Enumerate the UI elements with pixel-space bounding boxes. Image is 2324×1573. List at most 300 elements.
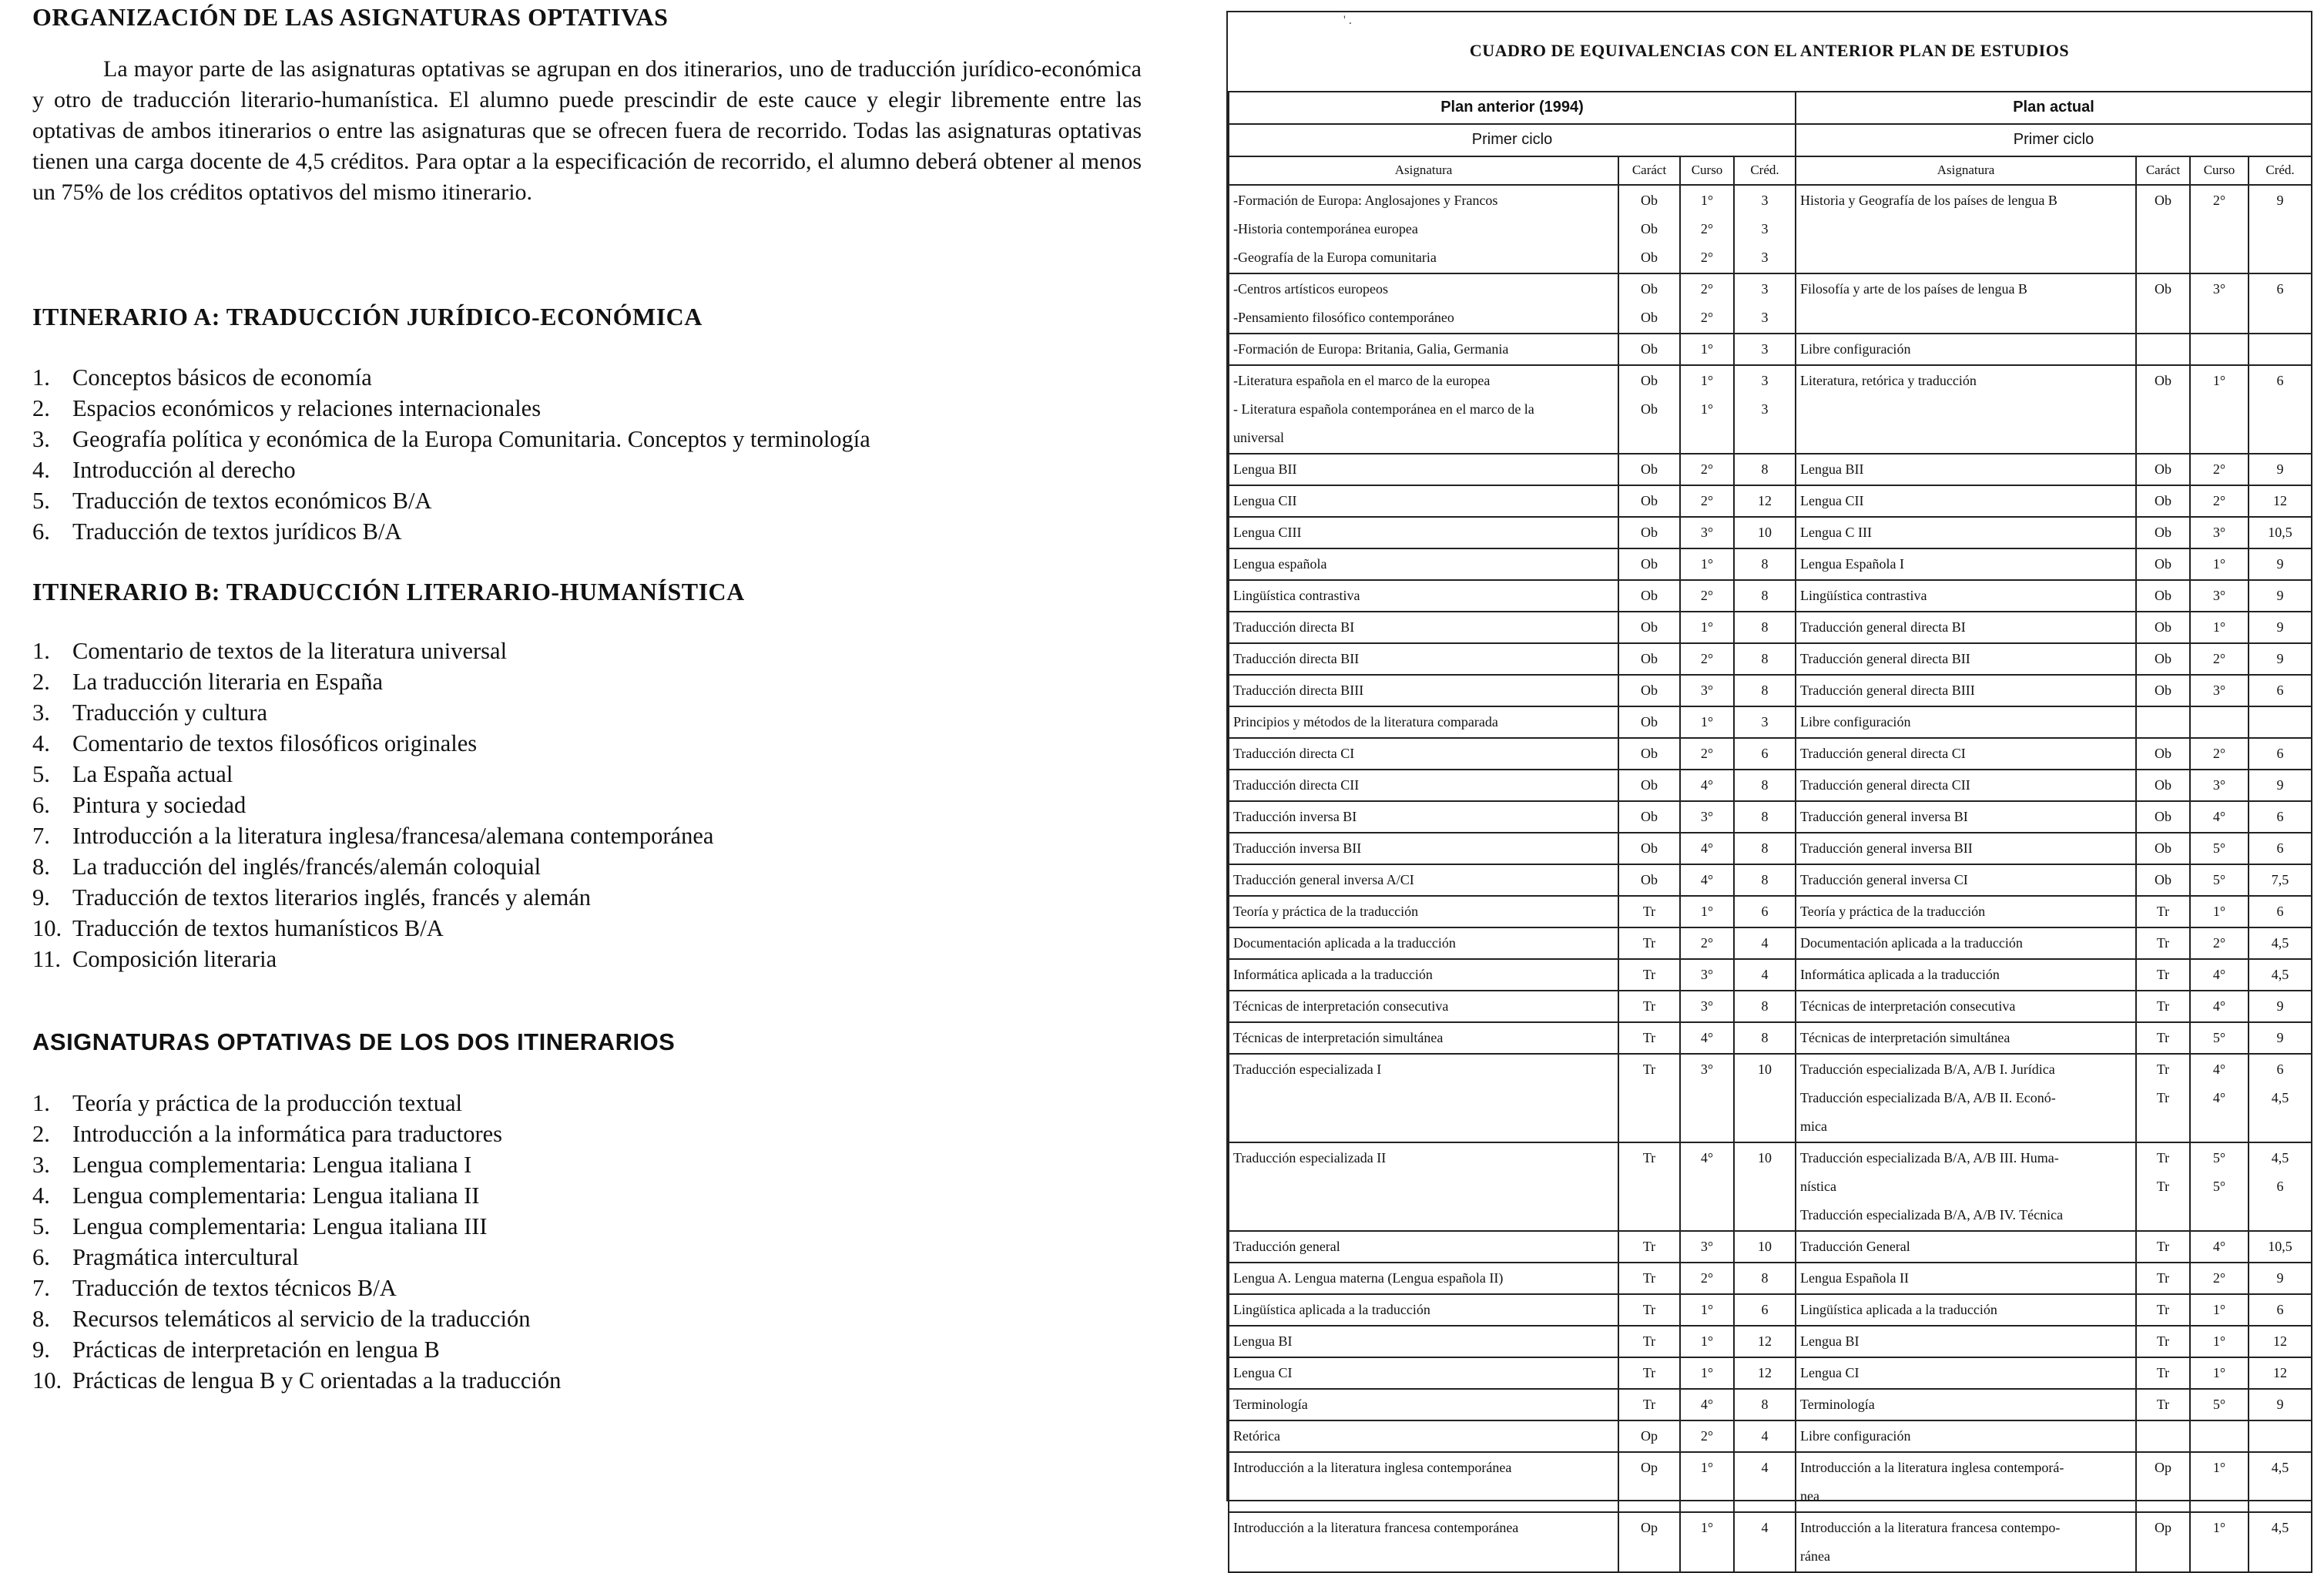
cell-line: Op	[1641, 1460, 1658, 1475]
cell-new-caract	[2136, 864, 2190, 896]
cell-line: Ob	[1641, 493, 1658, 508]
cell-old-subject	[1229, 1389, 1618, 1420]
cell-line: Traducción especializada B/A, A/B IV. Técnica	[1800, 1207, 2064, 1223]
cell-line: Lengua BII	[1800, 461, 1864, 477]
cell-old-subject	[1229, 334, 1618, 365]
list-item-text: La España actual	[72, 761, 233, 787]
cell-line	[2192, 708, 2246, 736]
table-row	[1229, 1142, 2312, 1231]
cell-old-subject	[1229, 738, 1618, 770]
cell-new-cred	[2249, 1054, 2312, 1142]
cell-new-cred	[2249, 580, 2312, 612]
intro-text: La mayor parte de las asignaturas optativas se agrupan en dos itinerarios, uno de traducción jurídico-económica y otro de traducción literario-humanística. El alumno puede prescindir de este cauce y elegir libremente entre las optativas de ambos itinerarios o entre las asignaturas que se ofrecen fuera de recorrido. Todas las asignaturas optativas tienen una carga docente de 4,5 créditos. Para optar a la especificación de recorrido, el alumno deberá obtener al menos un 75% de los créditos optativos del mismo itinerario.	[32, 56, 1142, 205]
cell-old-curso	[1680, 991, 1734, 1022]
cell-new-cred	[2249, 801, 2312, 833]
cell-old-subject	[1229, 1452, 1618, 1512]
cell-new-curso	[2190, 959, 2249, 991]
cell-new-subject	[1796, 706, 2136, 738]
cell-line: Tr	[1642, 1270, 1656, 1286]
cell-line: Documentación aplicada a la traducción	[1800, 935, 2023, 951]
cell-line: Op	[2155, 1520, 2171, 1535]
cell-line: 6	[2276, 1179, 2284, 1194]
table-row	[1229, 738, 2312, 770]
cell-line: Tr	[1642, 1150, 1656, 1165]
cell-line: 4,5	[2271, 935, 2289, 951]
cell-line	[2138, 1422, 2188, 1451]
cell-line: 4	[1761, 1520, 1769, 1535]
cell-old-cred	[1734, 675, 1796, 706]
cell-old-cred	[1734, 548, 1796, 580]
cell-line: Lengua CI	[1233, 1365, 1293, 1380]
cell-line: Traducción general inversa BII	[1800, 840, 1973, 856]
cell-new-subject	[1796, 896, 2136, 927]
cell-new-cred	[2249, 864, 2312, 896]
cell-old-subject	[1229, 1420, 1618, 1452]
list-item	[32, 424, 870, 454]
cell-new-curso	[2190, 517, 2249, 548]
cell-old-caract	[1618, 1022, 1680, 1054]
cell-new-caract	[2136, 1326, 2190, 1357]
cell-new-caract	[2136, 833, 2190, 864]
list-item-number: 3.	[32, 699, 50, 726]
cell-line: Tr	[1642, 998, 1656, 1014]
cell-new-cred	[2249, 273, 2312, 334]
cell-line: 6	[1761, 904, 1769, 919]
cell-new-cred	[2249, 334, 2312, 365]
cell-line: Ob	[2155, 619, 2171, 635]
cell-line: Filosofía y arte de los países de lengua B	[1800, 281, 2027, 297]
cell-new-curso	[2190, 1142, 2249, 1231]
cell-line: Ob	[1641, 221, 1658, 236]
cell-line: 9	[2276, 998, 2284, 1014]
cell-line: Tr	[2156, 1397, 2170, 1412]
cell-new-subject	[1796, 612, 2136, 643]
cell-line: 1°	[1700, 1333, 1714, 1349]
cell-line: 8	[1761, 872, 1769, 887]
cell-line: 3	[1761, 373, 1769, 388]
cell-new-cred	[2249, 1512, 2312, 1572]
cell-line: 3	[1761, 310, 1769, 325]
cell-old-caract	[1618, 1420, 1680, 1452]
cell-line: Ob	[1641, 556, 1658, 572]
cell-line: 1°	[1700, 1460, 1714, 1475]
cell-line: mica	[1800, 1119, 1827, 1134]
cell-old-subject	[1229, 1142, 1618, 1231]
list-item-number: 1.	[32, 364, 50, 391]
equivalence-table-body	[1229, 185, 2312, 1572]
cell-new-cred	[2249, 1452, 2312, 1512]
cell-line: Tr	[2156, 935, 2170, 951]
list-item-text: Traducción de textos técnicos B/A	[72, 1275, 397, 1301]
cell-old-caract	[1618, 548, 1680, 580]
cell-line: Lengua BI	[1800, 1333, 1860, 1349]
cell-old-curso	[1680, 334, 1734, 365]
cell-line: Lengua A. Lengua materna (Lengua española II)	[1233, 1270, 1504, 1286]
cell-line: 9	[2276, 1270, 2284, 1286]
heading-optativas: ASIGNATURAS OPTATIVAS DE LOS DOS ITINERARIOS	[32, 1028, 676, 1055]
list-item-text: Traducción de textos literarios inglés, francés y alemán	[72, 884, 592, 911]
list-item-number: 8.	[32, 854, 50, 880]
cell-new-subject	[1796, 1054, 2136, 1142]
list-item-text: Composición literaria	[72, 946, 277, 972]
cell-old-caract	[1618, 833, 1680, 864]
cell-line: -Centros artísticos europeos	[1233, 281, 1388, 297]
cell-line: 2°	[2212, 1270, 2226, 1286]
cell-line	[2251, 708, 2309, 736]
cell-new-curso	[2190, 643, 2249, 675]
cell-line: -Literatura española en el marco de la europea	[1233, 373, 1491, 388]
table-row	[1229, 991, 2312, 1022]
cell-old-cred	[1734, 185, 1796, 273]
cell-line: 3°	[1700, 525, 1714, 540]
cell-line: Ob	[2155, 746, 2171, 761]
cell-line: Ob	[1641, 872, 1658, 887]
cell-old-subject	[1229, 517, 1618, 548]
cell-line: Técnicas de interpretación simultánea	[1800, 1030, 2010, 1045]
list-item-text: Pragmática intercultural	[72, 1244, 299, 1270]
cell-old-curso	[1680, 1142, 1734, 1231]
cell-line: 4,5	[2271, 1520, 2289, 1535]
cell-new-subject	[1796, 1142, 2136, 1231]
cell-new-cred	[2249, 1389, 2312, 1420]
cell-new-curso	[2190, 675, 2249, 706]
cell-old-subject	[1229, 770, 1618, 801]
cell-new-curso	[2190, 334, 2249, 365]
cell-new-caract	[2136, 185, 2190, 273]
cell-new-caract	[2136, 801, 2190, 833]
cell-old-curso	[1680, 185, 1734, 273]
cell-line: Ob	[1641, 461, 1658, 477]
list-item	[32, 944, 713, 974]
cell-new-caract	[2136, 675, 2190, 706]
cell-new-cred	[2249, 833, 2312, 864]
list-item-text: Lengua complementaria: Lengua italiana II	[72, 1182, 480, 1209]
cell-line: 9	[2276, 461, 2284, 477]
cell-line: 10	[1758, 1239, 1772, 1254]
cell-line: 8	[1761, 683, 1769, 698]
list-item-text: Recursos telemáticos al servicio de la traducción	[72, 1306, 531, 1332]
list-item-text: Pintura y sociedad	[72, 792, 246, 818]
col-header-asignatura-anterior: Asignatura	[1229, 156, 1618, 185]
cell-line: 1°	[1700, 714, 1714, 729]
cell-line: Tr	[2156, 1365, 2170, 1380]
cell-line: 1°	[1700, 341, 1714, 357]
cell-new-curso	[2190, 1512, 2249, 1572]
cell-line: nea	[1800, 1488, 1819, 1504]
cell-line: 9	[2276, 556, 2284, 572]
cell-line: Tr	[2156, 1333, 2170, 1349]
table-row	[1229, 864, 2312, 896]
cell-line	[2251, 335, 2309, 364]
table-row	[1229, 454, 2312, 485]
cell-old-curso	[1680, 959, 1734, 991]
cell-line: 6	[1761, 1302, 1769, 1317]
cell-new-curso	[2190, 1357, 2249, 1389]
list-item-text: Prácticas de lengua B y C orientadas a la traducción	[72, 1367, 562, 1394]
cell-new-curso	[2190, 1231, 2249, 1263]
cell-new-curso	[2190, 1054, 2249, 1142]
cell-old-caract	[1618, 334, 1680, 365]
cell-line: Introducción a la literatura francesa contemporánea	[1233, 1520, 1519, 1535]
list-item	[32, 1149, 561, 1180]
cell-new-caract	[2136, 1294, 2190, 1326]
cell-new-curso	[2190, 991, 2249, 1022]
table-row	[1229, 770, 2312, 801]
cell-line: Lengua CII	[1800, 493, 1864, 508]
itinerario-b-list	[32, 636, 713, 974]
list-item	[32, 1273, 561, 1303]
cell-line: Tr	[1642, 1302, 1656, 1317]
cell-new-subject	[1796, 1389, 2136, 1420]
cell-line: 1°	[1700, 193, 1714, 208]
cell-new-caract	[2136, 485, 2190, 517]
table-row	[1229, 675, 2312, 706]
cell-old-subject	[1229, 1512, 1618, 1572]
list-item-text: Lengua complementaria: Lengua italiana I	[72, 1152, 472, 1178]
cell-line: Tr	[2156, 1030, 2170, 1045]
cell-line: 5°	[2212, 1179, 2226, 1194]
table-row	[1229, 1452, 2312, 1512]
cell-new-cred	[2249, 517, 2312, 548]
cell-line: Traducción directa CII	[1233, 777, 1360, 793]
cell-line: -Pensamiento filosófico contemporáneo	[1233, 310, 1454, 325]
cell-old-curso	[1680, 1294, 1734, 1326]
cell-old-subject	[1229, 706, 1618, 738]
column-header-row	[1229, 156, 2312, 185]
cell-old-cred	[1734, 706, 1796, 738]
cell-line: Op	[2155, 1460, 2171, 1475]
list-item	[32, 454, 870, 485]
cell-line: Traducción general directa CI	[1800, 746, 1966, 761]
cell-line: 1°	[1700, 401, 1714, 417]
table-row	[1229, 959, 2312, 991]
cell-line: 3	[1761, 341, 1769, 357]
cell-old-subject	[1229, 1231, 1618, 1263]
table-row	[1229, 334, 2312, 365]
cell-line: Técnicas de interpretación consecutiva	[1800, 998, 2016, 1014]
list-item-number: 4.	[32, 1182, 50, 1209]
cell-new-curso	[2190, 706, 2249, 738]
cell-line: Introducción a la literatura inglesa contemporá-	[1800, 1460, 2064, 1475]
cell-line: 3°	[2212, 588, 2226, 603]
cell-line: Tr	[2156, 1270, 2170, 1286]
cell-new-cred	[2249, 454, 2312, 485]
cell-new-subject	[1796, 334, 2136, 365]
list-item	[32, 790, 713, 820]
cell-old-cred	[1734, 1231, 1796, 1263]
cell-line: 6	[2276, 904, 2284, 919]
cell-line	[2192, 1422, 2246, 1451]
cell-line: Teoría y práctica de la traducción	[1233, 904, 1419, 919]
cell-new-cred	[2249, 1263, 2312, 1294]
cell-old-curso	[1680, 643, 1734, 675]
cell-line: Traducción general	[1233, 1239, 1340, 1254]
cell-new-caract	[2136, 517, 2190, 548]
cell-line: Ob	[1641, 401, 1658, 417]
cell-line: 9	[2276, 1397, 2284, 1412]
cell-line: Op	[1641, 1520, 1658, 1535]
cell-line: 5°	[2212, 872, 2226, 887]
cell-line: Traducción directa BI	[1233, 619, 1355, 635]
intro-paragraph	[32, 54, 1142, 208]
table-row	[1229, 1294, 2312, 1326]
list-item-text: Traducción de textos económicos B/A	[72, 488, 432, 514]
cell-new-curso	[2190, 801, 2249, 833]
cell-old-cred	[1734, 334, 1796, 365]
cell-line: Tr	[1642, 904, 1656, 919]
cell-line: 1°	[2212, 619, 2226, 635]
cell-new-curso	[2190, 1452, 2249, 1512]
cell-old-subject	[1229, 675, 1618, 706]
cell-old-caract	[1618, 517, 1680, 548]
cell-new-caract	[2136, 643, 2190, 675]
cell-old-cred	[1734, 1326, 1796, 1357]
cell-line: Lengua Española II	[1800, 1270, 1909, 1286]
cell-line: Informática aplicada a la traducción	[1800, 967, 2000, 982]
cell-new-subject	[1796, 517, 2136, 548]
cell-line: Traducción inversa BI	[1233, 809, 1357, 824]
cell-old-curso	[1680, 1357, 1734, 1389]
table-row	[1229, 833, 2312, 864]
list-item-text: Traducción y cultura	[72, 699, 267, 726]
cell-new-subject	[1796, 365, 2136, 454]
list-item-text: Introducción a la informática para traductores	[72, 1121, 503, 1147]
cell-new-caract	[2136, 454, 2190, 485]
cell-old-subject	[1229, 991, 1618, 1022]
cell-new-subject	[1796, 485, 2136, 517]
cell-line: 4	[1761, 1428, 1769, 1444]
cell-new-subject	[1796, 991, 2136, 1022]
cell-line: Lengua española	[1233, 556, 1327, 572]
cell-line: - Literatura española contemporánea en el marco de la	[1233, 401, 1534, 417]
cell-old-subject	[1229, 273, 1618, 334]
cell-line: Técnicas de interpretación consecutiva	[1233, 998, 1449, 1014]
cell-old-caract	[1618, 454, 1680, 485]
cell-old-caract	[1618, 1512, 1680, 1572]
cell-line: Traducción general inversa BI	[1800, 809, 1968, 824]
cell-old-subject	[1229, 801, 1618, 833]
cell-line: Tr	[1642, 935, 1656, 951]
cell-line: 8	[1761, 777, 1769, 793]
cell-line: 3°	[1700, 683, 1714, 698]
list-item-number: 2.	[32, 1121, 50, 1147]
cell-line: Traducción especializada B/A, A/B III. Huma-	[1800, 1150, 2059, 1165]
cell-line: 2°	[1700, 221, 1714, 236]
cell-new-subject	[1796, 1263, 2136, 1294]
cell-line: 3	[1761, 281, 1769, 297]
cell-old-caract	[1618, 675, 1680, 706]
cell-new-curso	[2190, 927, 2249, 959]
cell-old-caract	[1618, 959, 1680, 991]
cell-line: 4,5	[2271, 1460, 2289, 1475]
table-row	[1229, 548, 2312, 580]
cell-old-cred	[1734, 896, 1796, 927]
cell-old-cred	[1734, 927, 1796, 959]
cell-old-cred	[1734, 273, 1796, 334]
cell-new-curso	[2190, 1326, 2249, 1357]
table-row	[1229, 1420, 2312, 1452]
cell-new-cred	[2249, 1294, 2312, 1326]
cell-line: Ob	[2155, 809, 2171, 824]
cell-line: Tr	[2156, 1239, 2170, 1254]
list-item	[32, 1088, 561, 1119]
cell-new-subject	[1796, 273, 2136, 334]
cell-line: Ob	[2155, 525, 2171, 540]
cell-new-subject	[1796, 1452, 2136, 1512]
cell-new-cred	[2249, 706, 2312, 738]
cell-line: Traducción general directa BII	[1800, 651, 1970, 666]
cell-new-caract	[2136, 273, 2190, 334]
cell-line: Traducción directa BIII	[1233, 683, 1364, 698]
cell-new-subject	[1796, 770, 2136, 801]
cell-line: Tr	[1642, 1397, 1656, 1412]
cell-line: Ob	[1641, 714, 1658, 729]
cell-line: -Historia contemporánea europea	[1233, 221, 1418, 236]
cell-line: 2°	[1700, 310, 1714, 325]
cell-line: Lengua C III	[1800, 525, 1872, 540]
cell-line: Traducción general directa CII	[1800, 777, 1970, 793]
cell-line: 10,5	[2268, 525, 2292, 540]
cell-line: ránea	[1800, 1548, 1830, 1564]
cell-old-subject	[1229, 643, 1618, 675]
ciclo-actual-header: Primer ciclo	[1796, 124, 2312, 156]
cell-line: Terminología	[1233, 1397, 1308, 1412]
list-item-number: 5.	[32, 1213, 50, 1239]
plan-header-row	[1229, 92, 2312, 124]
cell-line: Op	[1641, 1428, 1658, 1444]
table-row	[1229, 1357, 2312, 1389]
cell-new-cred	[2249, 770, 2312, 801]
col-header-cred-actual: Créd.	[2249, 156, 2312, 185]
cell-old-subject	[1229, 1326, 1618, 1357]
cell-line: 3	[1761, 401, 1769, 417]
cell-old-cred	[1734, 833, 1796, 864]
cell-new-caract	[2136, 1054, 2190, 1142]
cell-line	[2138, 708, 2188, 736]
cell-old-curso	[1680, 675, 1734, 706]
cell-old-caract	[1618, 612, 1680, 643]
cell-old-curso	[1680, 517, 1734, 548]
cell-old-caract	[1618, 365, 1680, 454]
cell-line: 1°	[2212, 904, 2226, 919]
list-item-text: Introducción a la literatura inglesa/francesa/alemana contemporánea	[72, 823, 714, 849]
cell-line: 1°	[1700, 373, 1714, 388]
cell-old-caract	[1618, 864, 1680, 896]
cell-new-caract	[2136, 927, 2190, 959]
cell-line: Literatura, retórica y traducción	[1800, 373, 1977, 388]
cell-new-caract	[2136, 1022, 2190, 1054]
cell-old-curso	[1680, 273, 1734, 334]
cell-line: 4,5	[2271, 1090, 2289, 1105]
cell-line: 9	[2276, 193, 2284, 208]
cell-line: 4	[1761, 1460, 1769, 1475]
cell-line: 1°	[1700, 556, 1714, 572]
cell-old-curso	[1680, 548, 1734, 580]
cell-old-curso	[1680, 580, 1734, 612]
list-item-text: Teoría y práctica de la producción textual	[72, 1090, 462, 1116]
cell-line: Técnicas de interpretación simultánea	[1233, 1030, 1444, 1045]
cell-line: 10	[1758, 1150, 1772, 1165]
cell-new-subject	[1796, 643, 2136, 675]
cell-old-curso	[1680, 365, 1734, 454]
cell-line: Lengua Española I	[1800, 556, 1904, 572]
cell-line: 1°	[2212, 556, 2226, 572]
cell-line: 3°	[1700, 1062, 1714, 1077]
cell-line: 2°	[2212, 193, 2226, 208]
cell-old-curso	[1680, 927, 1734, 959]
cell-old-cred	[1734, 1263, 1796, 1294]
cell-old-curso	[1680, 1452, 1734, 1512]
